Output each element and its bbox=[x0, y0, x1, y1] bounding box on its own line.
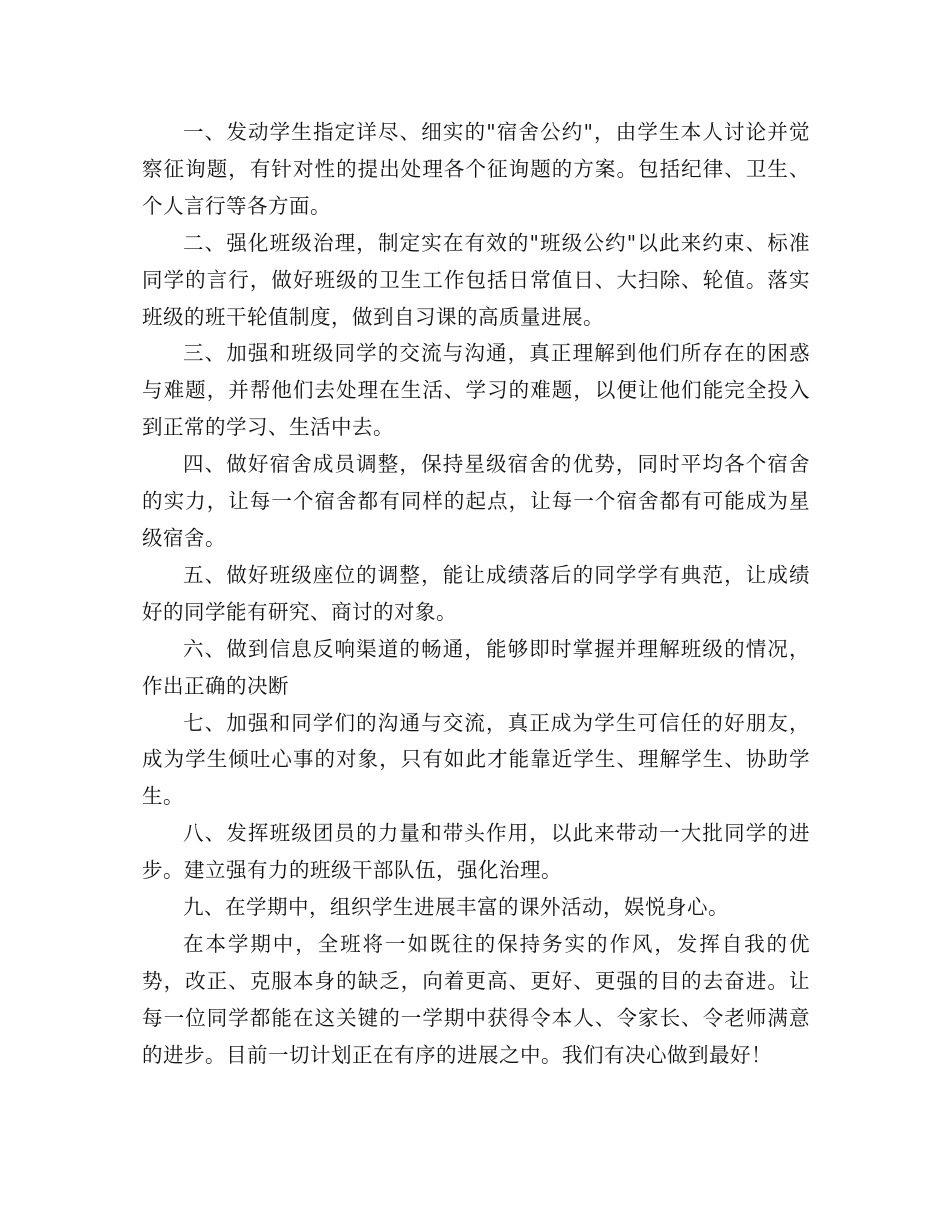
paragraph-2: 二、强化班级治理，制定实在有效的"班级公约"以此来约束、标准同学的言行，做好班级的卫生工作包括日常值日、大扫除、轮值。落实班级的班干轮值制度，做到自习课的高质量进展。 bbox=[142, 230, 810, 329]
paragraph-1: 一、发动学生指定详尽、细实的"宿舍公约"，由学生本人讨论并觉察征询题，有针对性的提出处理各个征询题的方案。包括纪律、卫生、个人言行等各方面。 bbox=[142, 120, 810, 218]
paragraph-9: 九、在学期中，组织学生进展丰富的课外活动，娱悦身心。 bbox=[183, 895, 729, 920]
paragraph-4: 四、做好宿舍成员调整，保持星级宿舍的优势，同时平均各个宿舍的实力，让每一个宿舍都有同样的起点，让每一个宿舍都有可能成为星级宿舍。 bbox=[142, 452, 810, 550]
paragraph-10: 在本学期中，全班将一如既往的保持务实的作风，发挥自我的优势，改正、克服本身的缺乏，向着更高、更好、更强的目的去奋进。让每一位同学都能在这关键的一学期中获得令本人、令家长、令老师满意的进步。目前一切计划正在有序的进展之中。我们有决心做到最好！ bbox=[142, 931, 810, 1067]
paragraph-6: 六、做到信息反响渠道的畅通，能够即时掌握并理解班级的情况，作出正确的决断 bbox=[142, 636, 810, 698]
paragraph-7: 七、加强和同学们的沟通与交流，真正成为学生可信任的好朋友，成为学生倾吐心事的对象，只有如此才能靠近学生、理解学生、协助学生。 bbox=[142, 710, 810, 809]
paragraph-5: 五、做好班级座位的调整，能让成绩落后的同学学有典范，让成绩好的同学能有研究、商讨的对象。 bbox=[142, 562, 810, 624]
paragraph-3: 三、加强和班级同学的交流与沟通，真正理解到他们所存在的困惑与难题，并帮他们去处理在生活、学习的难题，以便让他们能完全投入到正常的学习、生活中去。 bbox=[142, 341, 810, 440]
document-body bbox=[142, 114, 810, 1074]
paragraph-8: 八、发挥班级团员的力量和带头作用，以此来带动一大批同学的进步。建立强有力的班级干部队伍，强化治理。 bbox=[142, 821, 810, 883]
